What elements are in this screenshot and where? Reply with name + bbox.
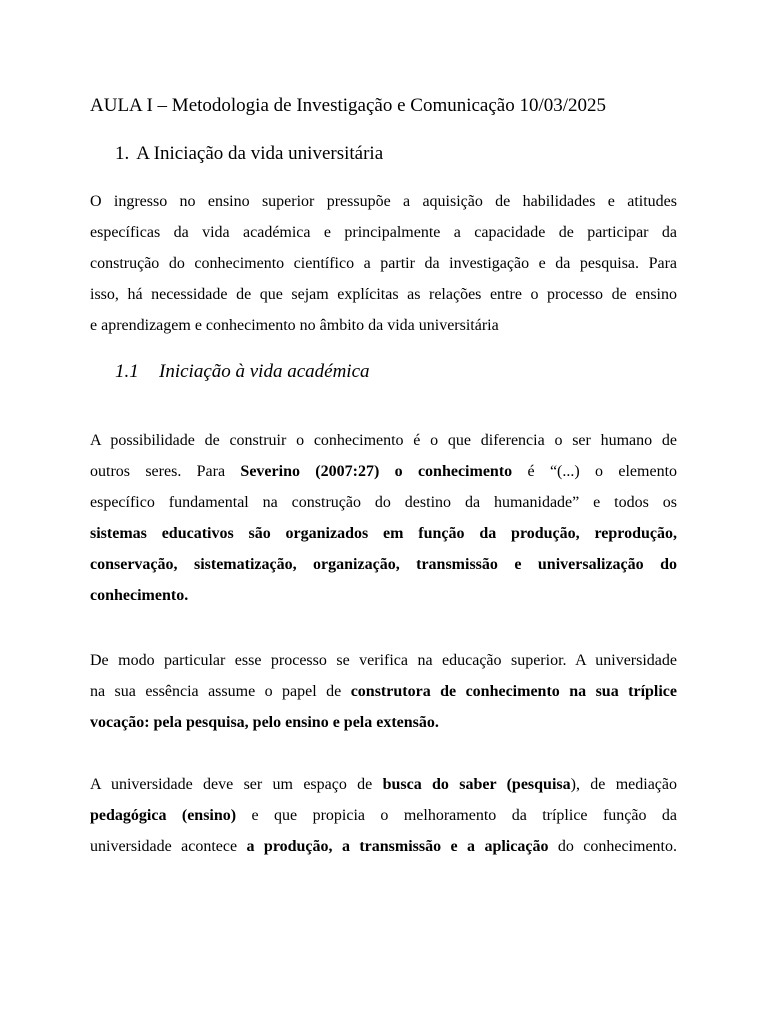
- bold-text-run: sistemas educativos são organizados em função da produção, reprodução,: [90, 525, 677, 542]
- text-run: do conhecimento.: [548, 838, 677, 855]
- paragraph-line: [90, 800, 677, 831]
- bold-text-run: busca do saber (pesquisa: [382, 776, 571, 793]
- text-run: universidade acontece: [90, 838, 247, 855]
- subsection-title: Iniciação à vida académica: [159, 361, 370, 382]
- bold-text-run: pedagógica (ensino): [90, 807, 237, 824]
- paragraph-line: específicas da vida académica e principalmente a capacidade de participar da: [90, 224, 677, 241]
- section-number: 1.: [115, 143, 130, 164]
- paragraph-line: [90, 580, 677, 611]
- paragraph-line: [90, 549, 677, 580]
- paragraph-intro: [90, 186, 677, 341]
- bold-text-run: a produção, a transmissão e a aplicação: [246, 838, 549, 855]
- bold-text-run: conservação, sistematização, organização, transmissão e universalização do: [90, 556, 677, 573]
- section-heading-1-1: [115, 359, 370, 385]
- paragraph-line: e aprendizagem e conhecimento no âmbito da vida universitária: [90, 317, 499, 334]
- document-title: AULA I – Metodologia de Investigação e Comunicação 10/03/2025: [90, 95, 607, 116]
- paragraph-line: [90, 518, 677, 549]
- paragraph-line: específico fundamental na construção do destino da humanidade” e todos os: [90, 494, 677, 511]
- paragraph-line: O ingresso no ensino superior pressupõe a aquisição de habilidades e atitudes: [90, 193, 677, 210]
- text-run: é “(...) o elemento: [512, 463, 678, 480]
- paragraph-knowledge: [90, 425, 677, 611]
- paragraph-line: A possibilidade de construir o conhecimento é o que diferencia o ser humano de: [90, 432, 677, 449]
- bold-text-run: vocação: pela pesquisa, pelo ensino e pela extensão.: [90, 714, 439, 731]
- text-run: A universidade deve ser um espaço de: [90, 776, 383, 793]
- section-title: A Iniciação da vida universitária: [136, 143, 384, 164]
- bold-text-run: construtora de conhecimento na sua tríplice: [350, 683, 678, 700]
- paragraph-space-of-knowledge: [90, 769, 677, 862]
- bold-text-run: Severino (2007:27) o conhecimento: [240, 463, 513, 480]
- text-run: ), de mediação: [570, 776, 678, 793]
- text-run: na sua essência assume o papel de: [90, 683, 351, 700]
- paragraph-line: [90, 456, 677, 487]
- paragraph-line: De modo particular esse processo se verifica na educação superior. A universidade: [90, 652, 677, 669]
- paragraph-line: [90, 831, 677, 862]
- text-run: e que propicia o melhoramento da tríplice função da: [236, 807, 678, 824]
- paragraph-line: [90, 707, 677, 738]
- subsection-number: 1.1: [115, 361, 139, 382]
- text-run: outros seres. Para: [90, 463, 241, 480]
- bold-text-run: conhecimento.: [90, 587, 189, 604]
- paragraph-line: isso, há necessidade de que sejam explícitas as relações entre o processo de ensino: [90, 286, 677, 303]
- section-heading-1: [115, 141, 383, 167]
- paragraph-line: [90, 769, 677, 800]
- paragraph-university: [90, 645, 677, 738]
- paragraph-line: [90, 676, 677, 707]
- paragraph-line: construção do conhecimento científico a partir da investigação e da pesquisa. Para: [90, 255, 677, 272]
